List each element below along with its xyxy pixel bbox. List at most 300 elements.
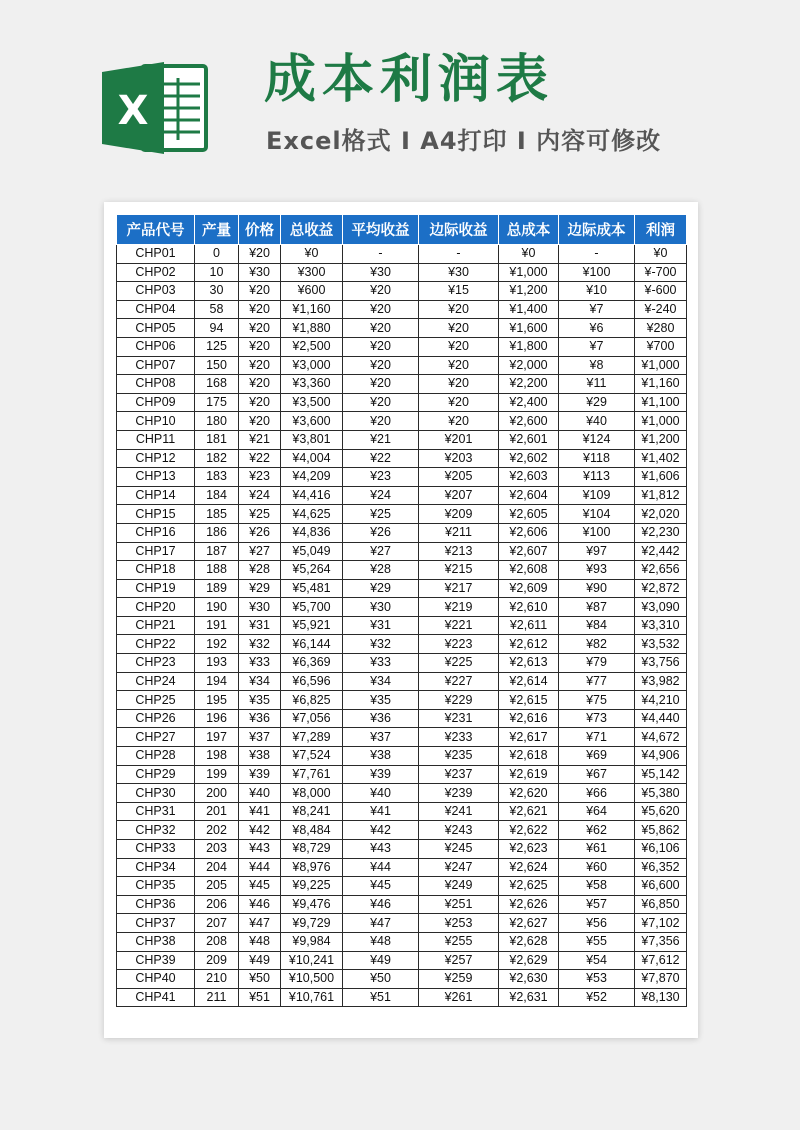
table-cell: ¥5,620 — [635, 802, 687, 821]
table-cell: ¥40 — [239, 784, 281, 803]
table-cell: ¥1,812 — [635, 486, 687, 505]
column-header: 边际收益 — [419, 215, 499, 245]
table-cell: 183 — [195, 468, 239, 487]
table-cell: ¥64 — [559, 802, 635, 821]
table-cell: ¥36 — [343, 709, 419, 728]
column-header: 总收益 — [281, 215, 343, 245]
table-cell: ¥47 — [239, 914, 281, 933]
table-cell: 199 — [195, 765, 239, 784]
table-cell: ¥24 — [239, 486, 281, 505]
table-cell: ¥23 — [239, 468, 281, 487]
table-cell: ¥30 — [239, 598, 281, 617]
table-cell: ¥100 — [559, 263, 635, 282]
table-cell: ¥9,729 — [281, 914, 343, 933]
table-cell: ¥255 — [419, 932, 499, 951]
table-cell: ¥2,610 — [499, 598, 559, 617]
table-cell: 204 — [195, 858, 239, 877]
table-cell: CHP27 — [117, 728, 195, 747]
table-cell: ¥20 — [239, 300, 281, 319]
table-cell: ¥257 — [419, 951, 499, 970]
table-cell: ¥1,880 — [281, 319, 343, 338]
table-cell: ¥2,623 — [499, 840, 559, 859]
table-cell: ¥97 — [559, 542, 635, 561]
table-cell: ¥9,476 — [281, 895, 343, 914]
table-cell: ¥61 — [559, 840, 635, 859]
table-cell: ¥2,020 — [635, 505, 687, 524]
table-cell: ¥-600 — [635, 282, 687, 301]
table-row — [117, 635, 687, 654]
table-cell: ¥2,500 — [281, 337, 343, 356]
table-row — [117, 337, 687, 356]
table-cell: ¥77 — [559, 672, 635, 691]
table-cell: ¥2,625 — [499, 877, 559, 896]
table-cell: 175 — [195, 393, 239, 412]
table-cell: CHP35 — [117, 877, 195, 896]
table-row — [117, 579, 687, 598]
table-cell: ¥3,000 — [281, 356, 343, 375]
table-cell: ¥30 — [419, 263, 499, 282]
table-row — [117, 784, 687, 803]
table-cell: ¥2,630 — [499, 970, 559, 989]
table-cell: ¥0 — [499, 245, 559, 264]
table-cell: ¥20 — [419, 412, 499, 431]
table-cell: ¥7,289 — [281, 728, 343, 747]
table-cell: ¥2,618 — [499, 747, 559, 766]
table-cell: ¥2,605 — [499, 505, 559, 524]
table-cell: ¥29 — [343, 579, 419, 598]
table-cell: ¥5,700 — [281, 598, 343, 617]
table-row — [117, 542, 687, 561]
table-cell: ¥31 — [343, 616, 419, 635]
table-cell: CHP08 — [117, 375, 195, 394]
table-cell: ¥93 — [559, 561, 635, 580]
table-cell: ¥2,628 — [499, 932, 559, 951]
table-cell: ¥249 — [419, 877, 499, 896]
table-cell: ¥27 — [343, 542, 419, 561]
table-cell: CHP02 — [117, 263, 195, 282]
table-cell: ¥1,100 — [635, 393, 687, 412]
table-cell: ¥48 — [343, 932, 419, 951]
table-cell: ¥42 — [343, 821, 419, 840]
table-cell: ¥1,402 — [635, 449, 687, 468]
table-cell: ¥6,596 — [281, 672, 343, 691]
table-cell: ¥3,982 — [635, 672, 687, 691]
table-cell: ¥0 — [635, 245, 687, 264]
table-body — [117, 245, 687, 1007]
table-cell: ¥36 — [239, 709, 281, 728]
table-cell: ¥2,617 — [499, 728, 559, 747]
table-cell: ¥2,612 — [499, 635, 559, 654]
table-cell: ¥6,369 — [281, 654, 343, 673]
table-cell: 94 — [195, 319, 239, 338]
table-cell: ¥71 — [559, 728, 635, 747]
table-cell: ¥20 — [343, 412, 419, 431]
table-row — [117, 263, 687, 282]
table-cell: ¥66 — [559, 784, 635, 803]
table-cell: 58 — [195, 300, 239, 319]
table-cell: ¥2,614 — [499, 672, 559, 691]
table-cell: ¥43 — [239, 840, 281, 859]
table-cell: ¥2,656 — [635, 561, 687, 580]
table-row — [117, 430, 687, 449]
table-cell: ¥30 — [343, 598, 419, 617]
table-cell: ¥22 — [343, 449, 419, 468]
table-cell: ¥6,850 — [635, 895, 687, 914]
table-cell: ¥46 — [239, 895, 281, 914]
table-cell: ¥213 — [419, 542, 499, 561]
table-cell: ¥6,106 — [635, 840, 687, 859]
table-cell: ¥227 — [419, 672, 499, 691]
table-cell: ¥4,416 — [281, 486, 343, 505]
table-cell: ¥20 — [239, 282, 281, 301]
table-cell: ¥35 — [343, 691, 419, 710]
table-cell: ¥21 — [239, 430, 281, 449]
table-cell: ¥20 — [239, 393, 281, 412]
table-cell: CHP13 — [117, 468, 195, 487]
table-cell: CHP16 — [117, 523, 195, 542]
table-cell: ¥29 — [559, 393, 635, 412]
table-cell: ¥73 — [559, 709, 635, 728]
table-cell: CHP34 — [117, 858, 195, 877]
table-cell: CHP40 — [117, 970, 195, 989]
table-cell: 125 — [195, 337, 239, 356]
table-cell: ¥2,000 — [499, 356, 559, 375]
table-cell: ¥2,600 — [499, 412, 559, 431]
table-cell: ¥7,612 — [635, 951, 687, 970]
table-cell: ¥3,500 — [281, 393, 343, 412]
table-row — [117, 988, 687, 1007]
table-cell: ¥52 — [559, 988, 635, 1007]
table-cell: ¥2,613 — [499, 654, 559, 673]
table-row — [117, 300, 687, 319]
table-cell: ¥3,360 — [281, 375, 343, 394]
table-cell: ¥20 — [419, 393, 499, 412]
table-cell: ¥6,144 — [281, 635, 343, 654]
table-cell: ¥20 — [239, 412, 281, 431]
table-row — [117, 895, 687, 914]
table-cell: 193 — [195, 654, 239, 673]
table-cell: ¥2,616 — [499, 709, 559, 728]
table-cell: CHP09 — [117, 393, 195, 412]
table-cell: ¥6,600 — [635, 877, 687, 896]
table-cell: 180 — [195, 412, 239, 431]
table-cell: ¥54 — [559, 951, 635, 970]
table-cell: ¥51 — [343, 988, 419, 1007]
table-cell: ¥251 — [419, 895, 499, 914]
table-row — [117, 393, 687, 412]
table-cell: ¥69 — [559, 747, 635, 766]
table-cell: ¥124 — [559, 430, 635, 449]
table-cell: ¥1,000 — [499, 263, 559, 282]
table-cell: ¥700 — [635, 337, 687, 356]
table-cell: ¥8,729 — [281, 840, 343, 859]
table-cell: CHP05 — [117, 319, 195, 338]
table-cell: ¥113 — [559, 468, 635, 487]
table-cell: ¥7,870 — [635, 970, 687, 989]
table-cell: ¥2,604 — [499, 486, 559, 505]
table-cell: - — [419, 245, 499, 264]
table-cell: CHP32 — [117, 821, 195, 840]
table-cell: ¥30 — [239, 263, 281, 282]
table-cell: 197 — [195, 728, 239, 747]
table-cell: 189 — [195, 579, 239, 598]
table-cell: ¥1,000 — [635, 356, 687, 375]
excel-logo-icon — [102, 60, 212, 156]
table-cell: ¥2,622 — [499, 821, 559, 840]
table-cell: ¥259 — [419, 970, 499, 989]
table-cell: ¥44 — [343, 858, 419, 877]
table-cell: ¥1,160 — [281, 300, 343, 319]
table-cell: ¥3,756 — [635, 654, 687, 673]
table-cell: ¥7,056 — [281, 709, 343, 728]
table-cell: ¥4,906 — [635, 747, 687, 766]
table-cell: ¥20 — [239, 375, 281, 394]
table-cell: ¥38 — [239, 747, 281, 766]
table-row — [117, 747, 687, 766]
table-cell: ¥100 — [559, 523, 635, 542]
table-cell: CHP20 — [117, 598, 195, 617]
table-cell: ¥2,200 — [499, 375, 559, 394]
table-cell: ¥5,481 — [281, 579, 343, 598]
table-cell: ¥2,631 — [499, 988, 559, 1007]
table-cell: ¥49 — [343, 951, 419, 970]
table-cell: ¥20 — [239, 245, 281, 264]
table-cell: ¥24 — [343, 486, 419, 505]
table-row — [117, 412, 687, 431]
table-cell: ¥10,241 — [281, 951, 343, 970]
table-cell: 202 — [195, 821, 239, 840]
table-cell: ¥9,225 — [281, 877, 343, 896]
table-cell: ¥8 — [559, 356, 635, 375]
table-cell: ¥8,976 — [281, 858, 343, 877]
table-cell: ¥26 — [343, 523, 419, 542]
table-cell: ¥109 — [559, 486, 635, 505]
table-cell: ¥6,352 — [635, 858, 687, 877]
table-cell: ¥8,000 — [281, 784, 343, 803]
table-row — [117, 598, 687, 617]
page-header — [0, 0, 800, 190]
table-row — [117, 672, 687, 691]
table-cell: ¥4,210 — [635, 691, 687, 710]
table-cell: ¥4,672 — [635, 728, 687, 747]
table-cell: ¥26 — [239, 523, 281, 542]
table-cell: ¥4,440 — [635, 709, 687, 728]
table-cell: 190 — [195, 598, 239, 617]
table-cell: ¥223 — [419, 635, 499, 654]
table-cell: ¥209 — [419, 505, 499, 524]
table-cell: ¥2,609 — [499, 579, 559, 598]
table-cell: ¥25 — [343, 505, 419, 524]
table-row — [117, 951, 687, 970]
table-cell: ¥7,761 — [281, 765, 343, 784]
table-cell: ¥2,602 — [499, 449, 559, 468]
table-cell: 195 — [195, 691, 239, 710]
table-cell: ¥56 — [559, 914, 635, 933]
table-cell: ¥5,921 — [281, 616, 343, 635]
table-row — [117, 505, 687, 524]
table-cell: ¥48 — [239, 932, 281, 951]
table-cell: 184 — [195, 486, 239, 505]
table-cell: 209 — [195, 951, 239, 970]
table-cell: ¥280 — [635, 319, 687, 338]
table-cell: ¥5,380 — [635, 784, 687, 803]
table-cell: ¥45 — [343, 877, 419, 896]
table-cell: 191 — [195, 616, 239, 635]
table-cell: ¥-240 — [635, 300, 687, 319]
table-cell: ¥207 — [419, 486, 499, 505]
table-cell: ¥2,611 — [499, 616, 559, 635]
table-cell: ¥62 — [559, 821, 635, 840]
table-cell: CHP19 — [117, 579, 195, 598]
table-cell: ¥20 — [343, 375, 419, 394]
table-cell: CHP25 — [117, 691, 195, 710]
table-cell: ¥6 — [559, 319, 635, 338]
table-cell: ¥225 — [419, 654, 499, 673]
table-cell: ¥57 — [559, 895, 635, 914]
table-cell: ¥221 — [419, 616, 499, 635]
table-cell: ¥245 — [419, 840, 499, 859]
table-cell: ¥233 — [419, 728, 499, 747]
table-cell: ¥-700 — [635, 263, 687, 282]
table-cell: 182 — [195, 449, 239, 468]
table-row — [117, 765, 687, 784]
table-cell: CHP01 — [117, 245, 195, 264]
table-row — [117, 356, 687, 375]
table-cell: ¥47 — [343, 914, 419, 933]
table-cell: 203 — [195, 840, 239, 859]
table-cell: ¥219 — [419, 598, 499, 617]
table-cell: 0 — [195, 245, 239, 264]
table-cell: ¥45 — [239, 877, 281, 896]
table-cell: 201 — [195, 802, 239, 821]
table-cell: ¥82 — [559, 635, 635, 654]
table-cell: 30 — [195, 282, 239, 301]
table-cell: CHP06 — [117, 337, 195, 356]
table-cell: ¥2,601 — [499, 430, 559, 449]
table-cell: ¥20 — [343, 356, 419, 375]
table-cell: CHP10 — [117, 412, 195, 431]
table-cell: ¥243 — [419, 821, 499, 840]
table-cell: ¥1,800 — [499, 337, 559, 356]
table-cell: ¥8,130 — [635, 988, 687, 1007]
table-row — [117, 616, 687, 635]
table-row — [117, 691, 687, 710]
table-cell: ¥20 — [419, 300, 499, 319]
table-header-row — [117, 215, 687, 245]
table-cell: ¥300 — [281, 263, 343, 282]
table-cell: ¥34 — [239, 672, 281, 691]
table-cell: ¥20 — [239, 337, 281, 356]
table-cell: ¥2,621 — [499, 802, 559, 821]
table-cell: CHP28 — [117, 747, 195, 766]
table-cell: CHP15 — [117, 505, 195, 524]
table-cell: CHP14 — [117, 486, 195, 505]
table-cell: ¥60 — [559, 858, 635, 877]
table-row — [117, 319, 687, 338]
table-cell: 188 — [195, 561, 239, 580]
table-cell: ¥2,400 — [499, 393, 559, 412]
table-cell: ¥237 — [419, 765, 499, 784]
table-cell: CHP11 — [117, 430, 195, 449]
table-cell: CHP21 — [117, 616, 195, 635]
table-cell: ¥46 — [343, 895, 419, 914]
table-cell: ¥1,606 — [635, 468, 687, 487]
table-cell: ¥20 — [239, 356, 281, 375]
table-cell: ¥600 — [281, 282, 343, 301]
table-cell: 10 — [195, 263, 239, 282]
table-cell: ¥53 — [559, 970, 635, 989]
table-cell: ¥2,619 — [499, 765, 559, 784]
table-cell: ¥2,608 — [499, 561, 559, 580]
table-cell: ¥3,310 — [635, 616, 687, 635]
table-cell: 210 — [195, 970, 239, 989]
table-cell: CHP41 — [117, 988, 195, 1007]
table-cell: ¥1,200 — [499, 282, 559, 301]
column-header: 价格 — [239, 215, 281, 245]
table-cell: ¥8,484 — [281, 821, 343, 840]
table-cell: ¥15 — [419, 282, 499, 301]
table-cell: ¥29 — [239, 579, 281, 598]
table-cell: - — [343, 245, 419, 264]
table-cell: CHP03 — [117, 282, 195, 301]
table-cell: ¥3,600 — [281, 412, 343, 431]
table-row — [117, 877, 687, 896]
table-row — [117, 970, 687, 989]
table-cell: ¥2,626 — [499, 895, 559, 914]
table-cell: ¥33 — [239, 654, 281, 673]
table-cell: CHP17 — [117, 542, 195, 561]
table-cell: ¥2,606 — [499, 523, 559, 542]
table-cell: ¥7 — [559, 300, 635, 319]
table-cell: ¥2,615 — [499, 691, 559, 710]
table-row — [117, 375, 687, 394]
table-cell: ¥79 — [559, 654, 635, 673]
table-cell: ¥4,209 — [281, 468, 343, 487]
table-cell: ¥90 — [559, 579, 635, 598]
table-cell: ¥1,400 — [499, 300, 559, 319]
table-cell: CHP39 — [117, 951, 195, 970]
table-row — [117, 523, 687, 542]
table-cell: CHP24 — [117, 672, 195, 691]
table-cell: ¥39 — [239, 765, 281, 784]
table-cell: ¥23 — [343, 468, 419, 487]
table-row — [117, 245, 687, 264]
table-row — [117, 654, 687, 673]
table-cell: ¥55 — [559, 932, 635, 951]
table-cell: ¥44 — [239, 858, 281, 877]
table-row — [117, 282, 687, 301]
table-row — [117, 486, 687, 505]
table-cell: CHP38 — [117, 932, 195, 951]
table-cell: CHP33 — [117, 840, 195, 859]
table-cell: ¥50 — [343, 970, 419, 989]
table-cell: ¥51 — [239, 988, 281, 1007]
table-cell: ¥241 — [419, 802, 499, 821]
table-cell: ¥5,264 — [281, 561, 343, 580]
page-subtitle: Excel格式 I A4打印 I 内容可修改 — [266, 127, 662, 155]
table-cell: ¥104 — [559, 505, 635, 524]
table-cell: ¥40 — [343, 784, 419, 803]
table-cell: ¥20 — [419, 375, 499, 394]
table-cell: ¥118 — [559, 449, 635, 468]
table-cell: ¥37 — [343, 728, 419, 747]
table-cell: ¥1,160 — [635, 375, 687, 394]
table-cell: 211 — [195, 988, 239, 1007]
table-cell: ¥31 — [239, 616, 281, 635]
table-cell: ¥2,624 — [499, 858, 559, 877]
table-cell: ¥5,142 — [635, 765, 687, 784]
table-cell: ¥20 — [343, 337, 419, 356]
